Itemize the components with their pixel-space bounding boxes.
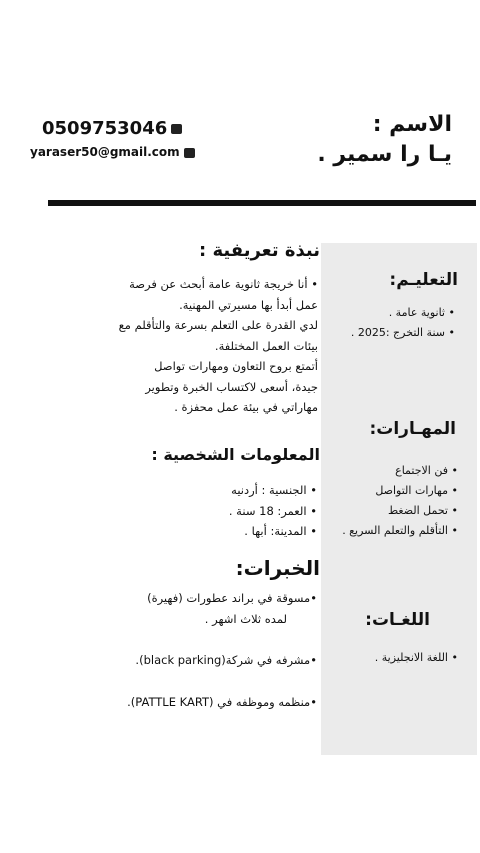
education-list: [305, 303, 455, 343]
education-title: التعليـم:: [389, 270, 458, 290]
profile-line: جيدة، أسعى لاكتساب الخبرة وتطوير: [145, 379, 318, 394]
email-row: [30, 145, 195, 159]
skills-list: [298, 461, 458, 541]
experience-item: [97, 588, 317, 629]
list-item: • اللغة الانجليزية .: [308, 648, 458, 668]
list-item: • الجنسية : أردنيه: [167, 480, 317, 501]
experience-line: •مسوقة في براند عطورات (فهيرة): [147, 591, 317, 605]
list-item: • العمر: 18 سنة .: [167, 501, 317, 522]
experience-item: •مشرفه في شركة(black parking).: [135, 653, 317, 667]
profile-line: بيئات العمل المختلفة.: [214, 338, 318, 353]
profile-line: لدي القدرة على التعلم بسرعة والتأقلم مع: [118, 318, 318, 332]
name-label: الاسم :: [372, 112, 452, 137]
experience-item: •منظمه وموظفه في (PATTLE KART).: [127, 695, 317, 709]
personal-info-title: المعلومات الشخصية :: [151, 445, 320, 464]
name-value: يـا را سمير .: [317, 142, 452, 167]
list-item: • ثانوية عامة .: [305, 303, 455, 323]
profile-line: مهاراتي في بيئة عمل محفزة .: [174, 400, 318, 414]
list-item: • مهارات التواصل: [298, 481, 458, 501]
list-item: • فن الاجتماع: [298, 461, 458, 481]
profile-title: نبذة تعريفية :: [199, 240, 320, 261]
email-icon: [184, 148, 195, 158]
profile-text: [88, 274, 318, 418]
personal-info-list: [167, 480, 317, 542]
languages-list: [308, 648, 458, 668]
profile-line: عمل أبدأ بها مسيرتي المهنية.: [179, 297, 318, 312]
experience-line: لمده ثلاث اشهر .: [204, 611, 287, 626]
list-item: • تحمل الضغط: [298, 501, 458, 521]
email-address: yaraser50@gmail.com: [30, 145, 180, 159]
profile-line: أتمتع بروح التعاون ومهارات تواصل: [154, 359, 318, 373]
list-item: • التأقلم والتعلم السريع .: [298, 521, 458, 541]
experience-title: الخبرات:: [235, 556, 320, 580]
phone-row: [42, 118, 182, 139]
list-item: • سنة التخرج :2025 .: [305, 323, 455, 343]
skills-title: المهـارات:: [369, 419, 456, 439]
list-item: • المدينة: أبها .: [167, 521, 317, 542]
header-divider: [48, 200, 476, 206]
profile-line: • أنا خريجة ثانوية عامة أبحث عن فرصة: [129, 277, 318, 291]
languages-title: اللغـات:: [365, 610, 430, 630]
phone-icon: [171, 124, 182, 134]
phone-number: 0509753046: [42, 118, 168, 139]
